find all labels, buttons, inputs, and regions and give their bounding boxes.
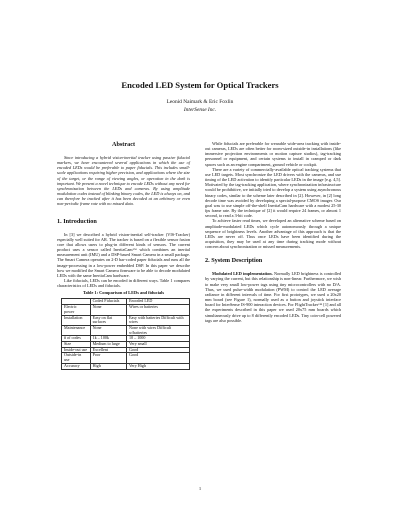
comparison-table bbox=[61, 298, 190, 369]
table-cell: High bbox=[90, 363, 126, 369]
section-2-heading: 2. System Description bbox=[205, 257, 263, 265]
table-cell: 1k – 100k bbox=[90, 336, 126, 342]
table-row bbox=[62, 363, 190, 369]
right-paragraph-4 bbox=[205, 271, 341, 323]
table-row bbox=[62, 315, 190, 325]
table-cell: Good bbox=[127, 353, 190, 363]
left-column bbox=[57, 141, 190, 370]
table-cell: None bbox=[90, 325, 126, 335]
intro-paragraph-2: Like fiducials, LEDs can be encoded in different ways. Table 1 compares characteristics of LEDs and fiducials. bbox=[57, 277, 190, 289]
paper-title: Encoded LED System for Optical Trackers bbox=[121, 80, 279, 90]
runin-heading: Modulated LED implementation. bbox=[212, 271, 273, 277]
intro-heading: 1. Introduction bbox=[57, 217, 97, 225]
paper-affiliation: InterSense Inc. bbox=[183, 107, 217, 113]
table-caption: Table 1: Comparison of LEDs and fiducials bbox=[82, 290, 165, 296]
right-column bbox=[205, 141, 341, 323]
table-cell: Excellent bbox=[90, 347, 126, 353]
right-paragraph-1: While fiducials are preferable for wearable wide-area tracking with inside-out cameras, LEDs are often better for room-sized outside-in installations (like immersive projection environments or motion capture studios), tag-tracking personnel or equipment, and certain systems to install in cramped or dark spaces such as an engine compartment, ground vehicle or cockpit. bbox=[205, 141, 341, 167]
abstract-text: Since introducing a hybrid vision-inertial tracker using passive fiducial markers, we have encountered several applications in which the use of encoded LEDs would be preferable to paper fiducials. This includes small-scale applications requiring higher precision, and applications where the size of the target, or the range of viewing angles, or operation in the dark is important. We present a novel technique to encode LEDs without any need for synchronization between the LEDs and cameras. By using amplitude modulation codes instead of blinking binary codes, the LED is always on, and can therefore be tracked after it has been decoded at an arbitrary or even non-periodic frame rate with no missed data. bbox=[57, 155, 190, 207]
intro-paragraph-1: In [3] we described a hybrid vision-inertial self-tracker (VIS-Tracker) especially well suited for AR. The tracker is based on a flexible sensor fusion core that allows users to plug-in different kinds of sensors. The current product uses a sensor called InertiaCam™ which combines an inertial measurement unit (IMU) and a DSP-based Smart Camera in a small package. The Smart Camera operates on 2-D bar-coded paper fiducials and runs all the image-processing in a low-power embedded DSP. In this paper we describe how we modified the Smart Camera firmware to be able to decode modulated LEDs with the same InertiaCam hardware. bbox=[57, 231, 190, 278]
table-cell: Very small bbox=[127, 342, 190, 348]
table-cell: Installation bbox=[62, 315, 91, 325]
paper-authors: Leonid Naimark & Eric Foxlin bbox=[166, 99, 234, 105]
table-cell: Very High bbox=[127, 363, 190, 369]
table-cell: Easy on flat surfaces bbox=[90, 315, 126, 325]
right-paragraph-4-text: Normally LED brightness is controlled by varying the current, but this relationship is non-linear. Furthermore, we wish to make very small low-power tags using tiny microcontrollers with no D/A. Thus, we used pulse-width modulation (PWM) to control the LED average radiance in different intervals of time. For first prototypes, we used a 20x20 mm board (see Figure 1), normally used as a button and joystick interface board for InterSense IS-900 interaction devices. For FlightTracker™ [1] and all the experiments described in this paper we used 20x75 mm boards which simultaneously drive up to 8 differently encoded LEDs. Tiny coin-cell powered tags are also possible. bbox=[205, 271, 342, 323]
table-cell: Medium to large bbox=[90, 342, 126, 348]
abstract-heading: Abstract bbox=[111, 141, 136, 148]
table-row bbox=[62, 305, 190, 315]
table-row bbox=[62, 353, 190, 363]
table-cell: Outside-in use bbox=[62, 353, 91, 363]
table-cell: None with wires Difficult w/batteries bbox=[127, 325, 190, 335]
table-cell: Electric power bbox=[62, 305, 91, 315]
table-cell: Size bbox=[62, 342, 91, 348]
table-cell: # of codes bbox=[62, 336, 91, 342]
table-cell: Easy with batteries Difficult with wires bbox=[127, 315, 190, 325]
right-paragraph-3: To achieve faster read times, we developed an alternative scheme based on amplitude-modulated LEDs which cycle autonomously through a unique sequence of brightness levels. Another advantage of this approach is that the LEDs are never off. Thus once LEDs have been identified during the acquisition, they may be used at any time during tracking mode without concern about synchronization or missed measurements. bbox=[205, 218, 341, 250]
page-number: 1 bbox=[198, 486, 202, 491]
table-cell: Good bbox=[127, 347, 190, 353]
table-cell: None bbox=[90, 305, 126, 315]
table-cell: Maintenance bbox=[62, 325, 91, 335]
table-header-cell: Coded Fiducials bbox=[90, 299, 126, 305]
right-paragraph-2: There are a variety of commercially-available optical tracking systems that use LED targets. Most synchronize the LED drivers with the cameras, and use timing of the LED activation to identify particular LEDs in the image [e.g. 4,5]. Motivated by the tag-tracking application, where synchronization infrastructure would be prohibitive, we initially tried to develop a system using asynchronous binary codes, similar to the scheme later described in [2]. However, in [2] long decode time was avoided by developing a special-purpose CMOS imager. Our goal was to use simple off-the-shelf InertiaCam hardware with a modest 25-30 fps frame rate. By the technique of [2] it would require 24 frames, or almost 1 second, to read a 3-bit code. bbox=[205, 166, 341, 219]
table-cell: Accuracy bbox=[62, 363, 91, 369]
table-cell: Poor bbox=[90, 353, 126, 363]
table-cell: Inside-out use bbox=[62, 347, 91, 353]
table-cell: Wires or batteries bbox=[127, 305, 190, 315]
table-header-cell: Encoded LED bbox=[127, 299, 190, 305]
table-cell: 10 – 1000 bbox=[127, 336, 190, 342]
table-row bbox=[62, 325, 190, 335]
